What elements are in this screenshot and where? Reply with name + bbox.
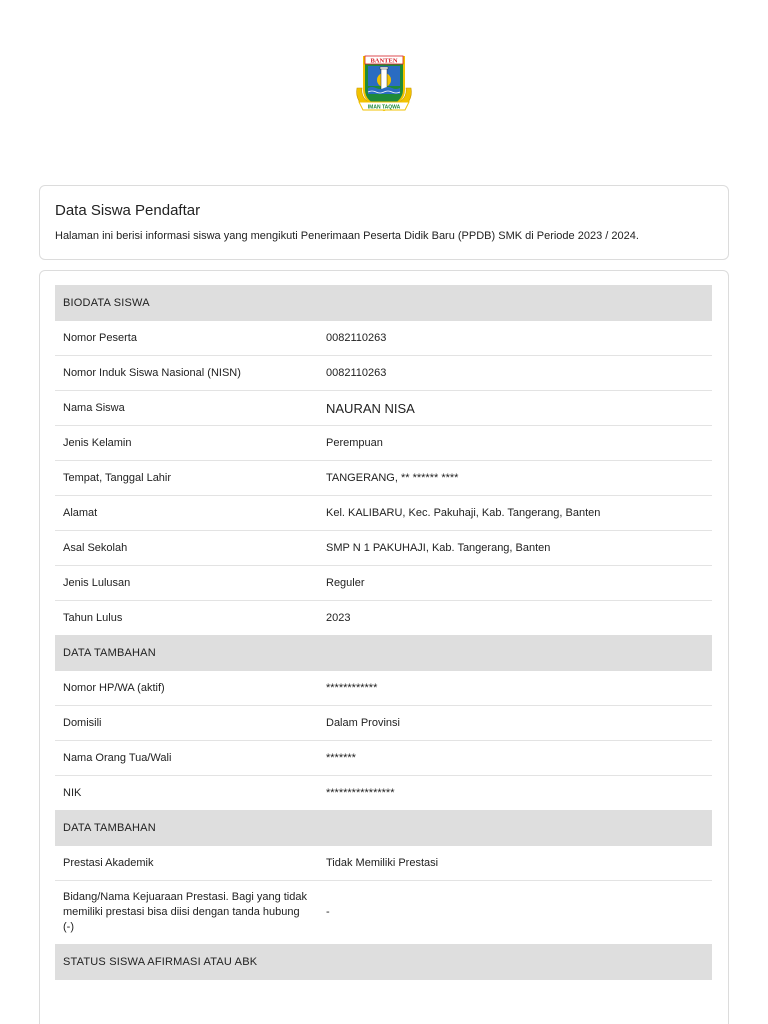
row-value: SMP N 1 PAKUHAJI, Kab. Tangerang, Banten [318,531,712,566]
row-label: Asal Sekolah [55,531,318,566]
row-label: Prestasi Akademik [55,846,318,881]
section-title: BIODATA SISWA [55,285,712,321]
row-value: NAURAN NISA [318,391,712,426]
row-label: Nomor Peserta [55,321,318,356]
table-row [55,461,712,496]
banten-emblem-logo [353,52,415,116]
row-label: Jenis Kelamin [55,426,318,461]
row-label: NIK [63,787,82,799]
table-row [55,426,712,461]
row-value: Reguler [318,566,712,601]
logo-top-text: BANTEN [370,57,398,65]
row-value: ************ [318,671,712,706]
section-header-data-tambahan-2 [55,810,712,846]
table-row [55,741,712,776]
table-row [55,671,712,706]
table-row [55,356,712,391]
row-label: Tahun Lulus [63,612,123,624]
section-header-data-tambahan [55,635,712,671]
row-value: TANGERANG, ** ****** **** [318,461,712,496]
table-row [55,321,712,356]
section-title: DATA TAMBAHAN [55,810,712,846]
section-header-biodata [55,285,712,321]
row-value: Kel. KALIBARU, Kec. Pakuhaji, Kab. Tangerang, Banten [318,496,712,531]
row-value: Dalam Provinsi [318,706,712,741]
row-value: Perempuan [318,426,712,461]
row-value: Tidak Memiliki Prestasi [318,846,712,881]
table-row [55,496,712,531]
row-value: ******* [318,741,712,776]
table-row [55,391,712,426]
table-row [55,881,712,945]
page-description: Halaman ini berisi informasi siswa yang mengikuti Penerimaan Peserta Didik Baru (PPDB) SMK di Periode 2023 / 2024. [55,230,639,242]
header-card [39,185,729,260]
row-value: 2023 [326,612,351,624]
row-value: 0082110263 [318,321,712,356]
row-value: 0082110263 [318,356,712,391]
row-label: Nama Orang Tua/Wali [55,741,318,776]
section-title: STATUS SISWA AFIRMASI ATAU ABK [55,944,712,980]
row-label: Tempat, Tanggal Lahir [55,461,318,496]
row-label: Nomor Induk Siswa Nasional (NISN) [55,356,318,391]
section-title: DATA TAMBAHAN [55,635,712,671]
table-row [55,531,712,566]
section-header-afirmasi [55,944,712,980]
row-label: Nama Siswa [55,391,318,426]
row-label: Domisili [55,706,318,741]
table-row [55,776,712,811]
logo-bottom-text: IMAN TAQWA [367,104,401,111]
row-value: **************** [326,787,395,799]
row-label: Nomor HP/WA (aktif) [55,671,318,706]
row-value: - [326,906,330,918]
row-label: Jenis Lulusan [55,566,318,601]
table-row [55,566,712,601]
row-label: Alamat [55,496,318,531]
table-row [55,846,712,881]
table-row [55,601,712,636]
biodata-table [55,285,712,980]
table-row [55,706,712,741]
page-title: Data Siswa Pendaftar [55,202,201,219]
row-label: Bidang/Nama Kejuaraan Prestasi. Bagi yang tidak memiliki prestasi bisa diisi dengan tanda hubung (-) [63,891,307,933]
